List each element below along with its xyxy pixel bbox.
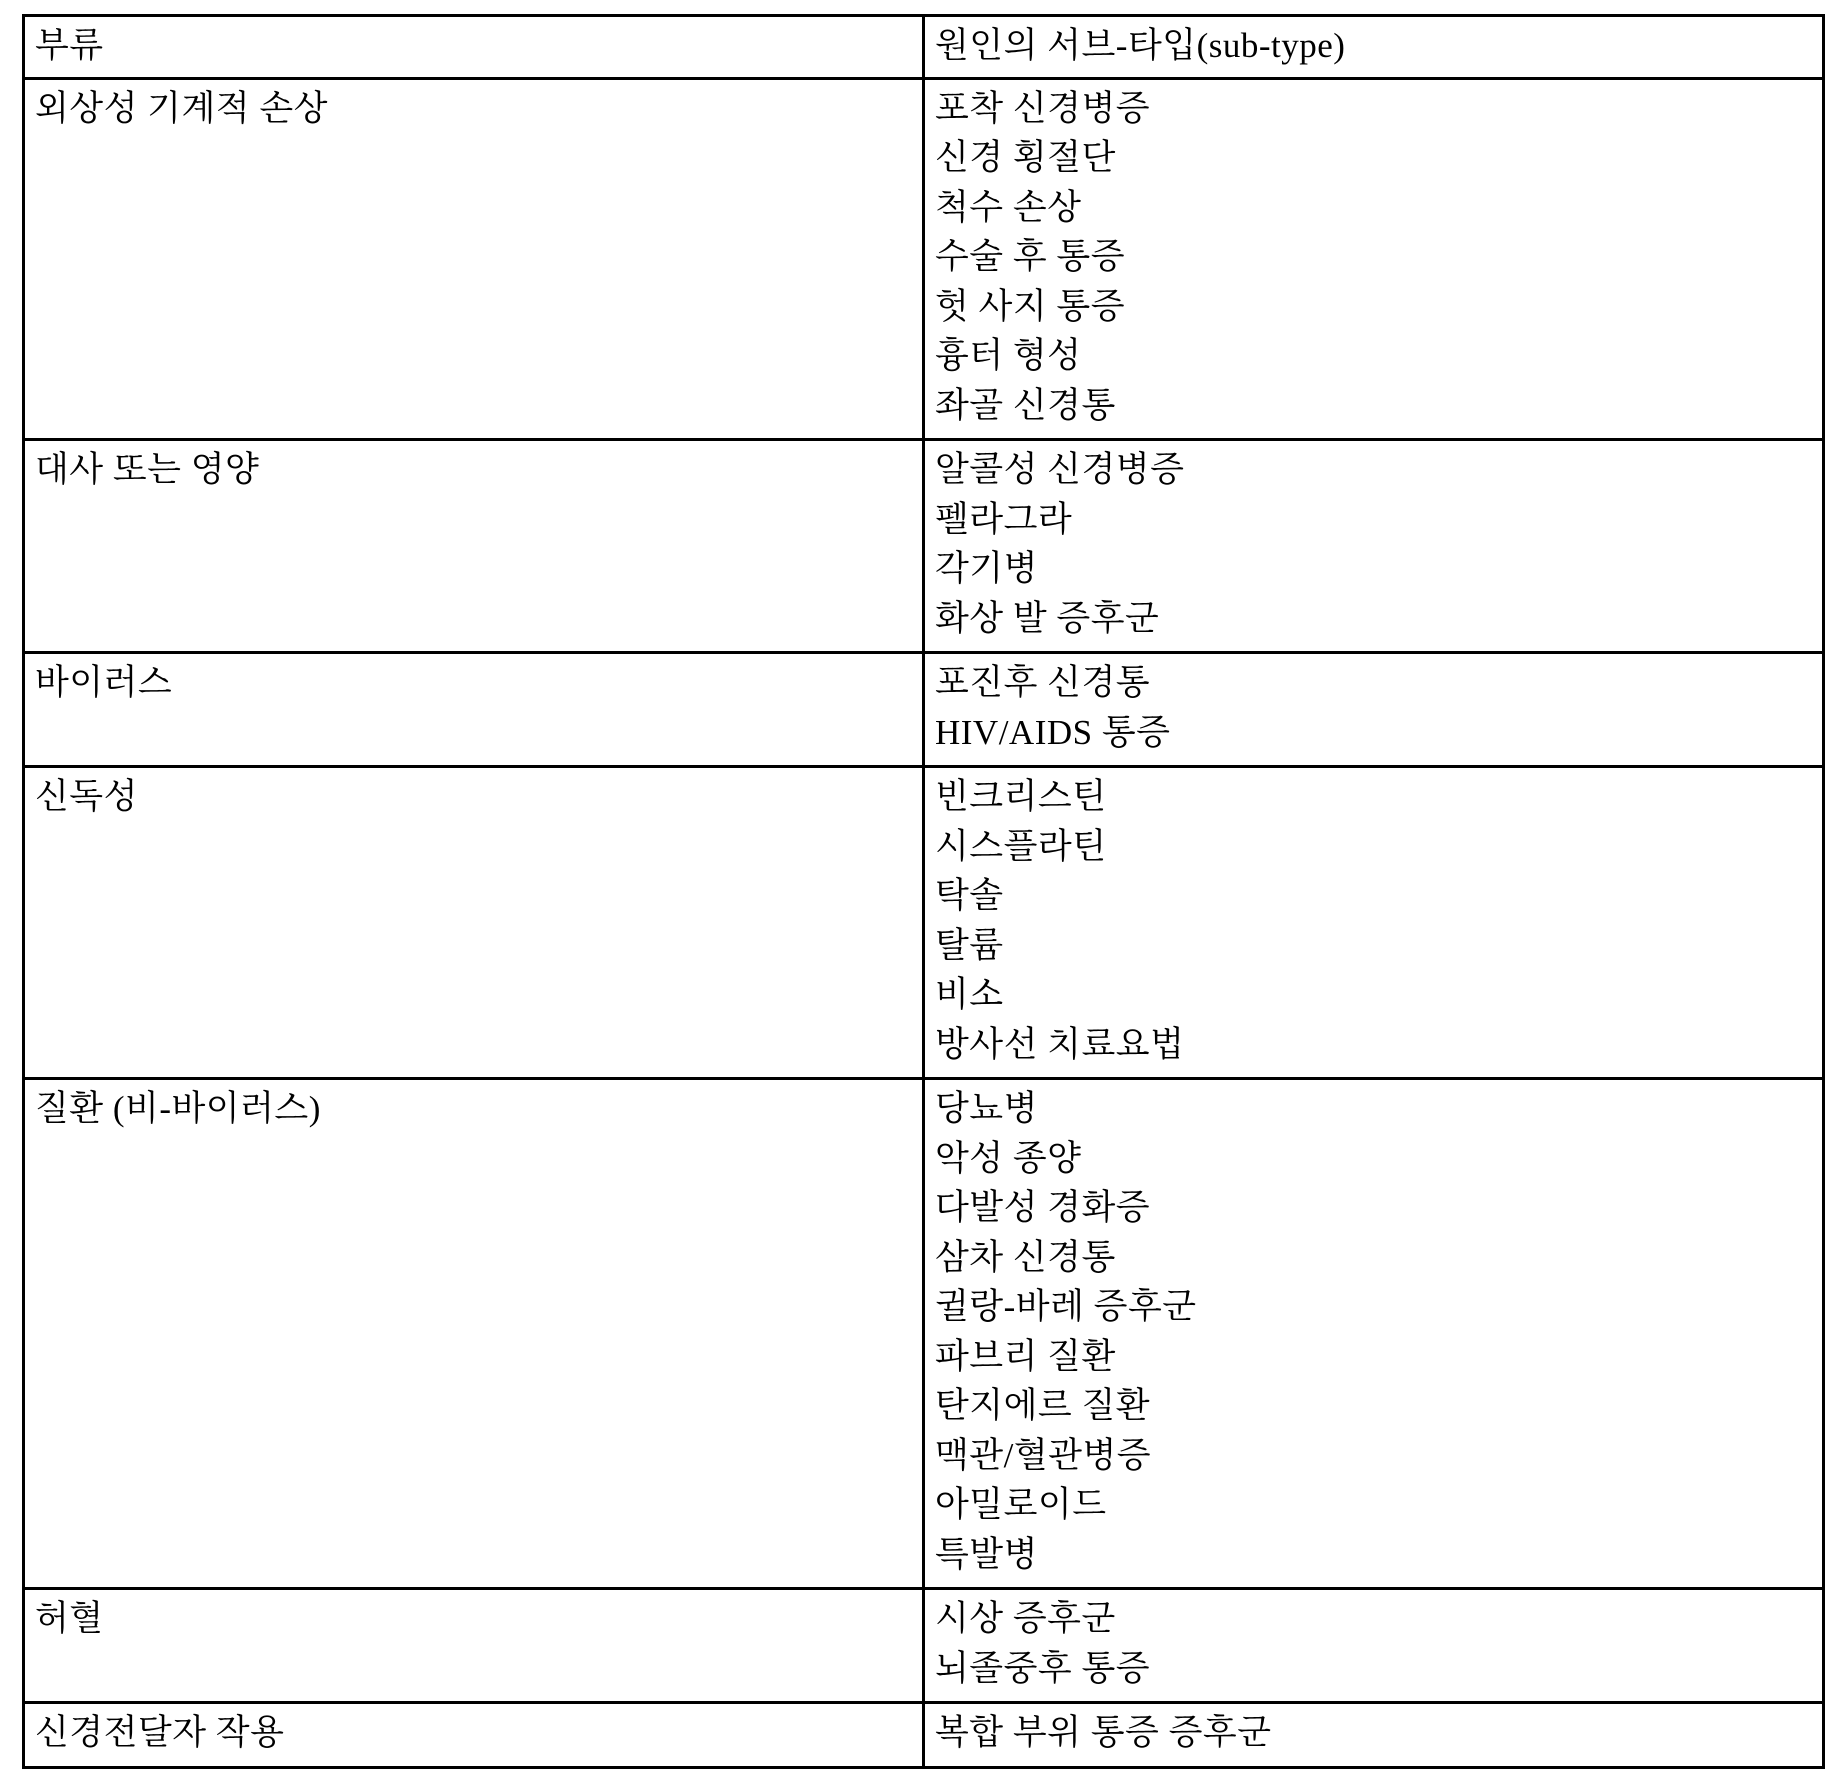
subtype-cell bbox=[924, 440, 1824, 653]
list-item: 탄지에르 질환 bbox=[935, 1386, 1151, 1425]
subtype-list bbox=[935, 1596, 1812, 1691]
subtype-cell bbox=[924, 1079, 1824, 1589]
list-item: 화상 발 증후군 bbox=[935, 598, 1160, 638]
table-row bbox=[24, 78, 1824, 440]
category-cell: 바이러스 bbox=[24, 653, 924, 767]
subtype-cell bbox=[924, 653, 1824, 767]
table-row bbox=[24, 1079, 1824, 1589]
subtype-cell bbox=[924, 1589, 1824, 1703]
classification-table bbox=[22, 14, 1825, 1769]
subtype-list bbox=[935, 774, 1812, 1067]
list-item: 귈랑-바레 증후군 bbox=[935, 1287, 1197, 1326]
list-item: 척수 손상 bbox=[935, 187, 1082, 227]
subtype-list bbox=[935, 1710, 1812, 1756]
category-cell: 신독성 bbox=[24, 767, 924, 1079]
list-item: HIV/AIDS 통증 bbox=[935, 712, 1171, 752]
table-row bbox=[24, 1703, 1824, 1768]
subtype-list bbox=[935, 660, 1812, 755]
subtype-list bbox=[935, 1086, 1812, 1577]
list-item: 다발성 경화증 bbox=[935, 1188, 1151, 1227]
list-item: 시스플라틴 bbox=[935, 826, 1107, 866]
list-item: 각기병 bbox=[935, 549, 1038, 588]
list-item: 탈륨 bbox=[935, 925, 1004, 965]
subtype-cell bbox=[924, 78, 1824, 440]
list-item: 빈크리스틴 bbox=[935, 777, 1107, 816]
list-item: 아밀로이드 bbox=[935, 1485, 1107, 1524]
list-item: 맥관/혈관병증 bbox=[935, 1435, 1152, 1475]
subtype-list bbox=[935, 86, 1812, 429]
list-item: 탁솔 bbox=[935, 876, 1004, 915]
list-item: 삼차 신경통 bbox=[935, 1237, 1116, 1277]
table-row bbox=[24, 653, 1824, 767]
table-row bbox=[24, 767, 1824, 1079]
list-item: 뇌졸중후 통증 bbox=[935, 1648, 1151, 1688]
list-item: 헛 사지 통증 bbox=[935, 286, 1126, 326]
list-item: 포착 신경병증 bbox=[935, 88, 1151, 128]
list-item: 알콜성 신경병증 bbox=[935, 450, 1185, 489]
list-item: 수술 후 통증 bbox=[935, 237, 1126, 276]
category-cell: 신경전달자 작용 bbox=[24, 1703, 924, 1768]
category-cell: 허혈 bbox=[24, 1589, 924, 1703]
list-item: 포진후 신경통 bbox=[935, 663, 1151, 702]
list-item: 파브리 질환 bbox=[935, 1336, 1116, 1376]
list-item: 당뇨병 bbox=[935, 1089, 1038, 1128]
list-item: 악성 종양 bbox=[935, 1138, 1082, 1178]
table-header-row bbox=[24, 16, 1824, 79]
column-header-subtype: 원인의 서브-타입(sub-type) bbox=[924, 16, 1824, 79]
list-item: 좌골 신경통 bbox=[935, 385, 1116, 425]
list-item: 흉터 형성 bbox=[935, 336, 1082, 375]
table-row bbox=[24, 440, 1824, 653]
list-item: 방사선 치료요법 bbox=[935, 1024, 1185, 1064]
list-item: 복합 부위 통증 증후군 bbox=[935, 1713, 1272, 1752]
category-cell: 외상성 기계적 손상 bbox=[24, 78, 924, 440]
list-item: 펠라그라 bbox=[935, 499, 1073, 539]
list-item: 시상 증후군 bbox=[935, 1599, 1116, 1638]
subtype-cell bbox=[924, 767, 1824, 1079]
list-item: 비소 bbox=[935, 975, 1004, 1014]
list-item: 특발병 bbox=[935, 1534, 1038, 1574]
table-row bbox=[24, 1589, 1824, 1703]
subtype-list bbox=[935, 447, 1812, 641]
subtype-cell bbox=[924, 1703, 1824, 1768]
category-cell: 질환 (비-바이러스) bbox=[24, 1079, 924, 1589]
list-item: 신경 횡절단 bbox=[935, 138, 1116, 177]
category-cell: 대사 또는 영양 bbox=[24, 440, 924, 653]
column-header-category: 부류 bbox=[24, 16, 924, 79]
